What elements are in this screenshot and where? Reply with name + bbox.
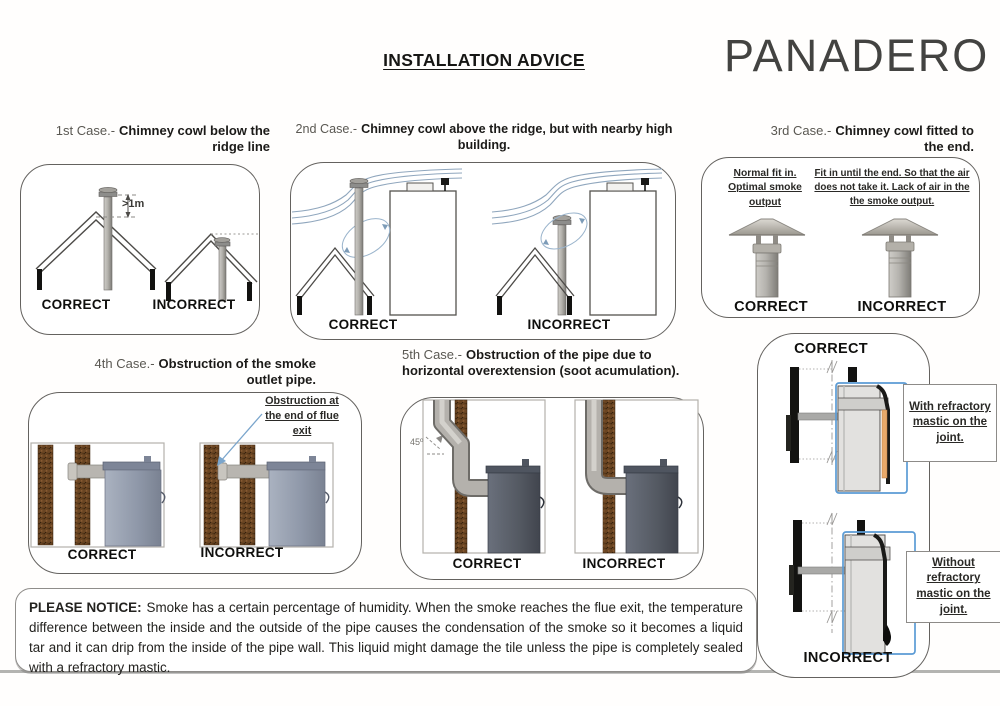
brand-logo: PANADERO <box>724 30 990 81</box>
case4-annotation: Obstruction at the end of flue exit <box>265 395 339 438</box>
joint-correct-drawing <box>786 360 907 493</box>
case2-correct-label: CORRECT <box>328 317 398 332</box>
case2-prefix: 2nd Case.- <box>295 122 358 136</box>
cowl-correct <box>729 219 805 297</box>
case5-diagram <box>400 397 702 578</box>
case5-correct-label: CORRECT <box>452 556 522 571</box>
case3-correct-note: Normal fit in. Optimal smoke output <box>728 168 802 208</box>
case2-incorrect-scene <box>492 169 662 315</box>
case5-title: 5th Case.- Obstruction of the pipe due to horizontal overextension (soot acumulation). <box>402 347 680 379</box>
case3-incorrect-note: Fit in until the end. So that the air does not take it. Lack of air in the the smoke output. <box>814 168 970 208</box>
case1-correct-label: CORRECT <box>41 297 111 312</box>
case1-title: 1st Case.- Chimney cowl below the ridge line <box>55 123 270 155</box>
case4-incorrect-label: INCORRECT <box>200 545 284 560</box>
case4-correct-label: CORRECT <box>67 547 137 562</box>
case3-incorrect-label: INCORRECT <box>857 299 947 315</box>
case2-diagram <box>290 162 674 338</box>
notice-text: PLEASE NOTICE: Smoke has a certain percentage of humidity. When the smoke reaches the flue exit, the temperature difference between the inside and the outside of the pipe causes the condensation of the smoke so it becomes a liquid tar and it can drip from the inside of the pipe wall. This liquid might damage the tile unless the pipe is completely sealed with a refractory mastic. <box>29 600 744 676</box>
case5-prefix: 5th Case.- <box>402 347 462 362</box>
case6-without-mastic-note-box: Without refractory mastic on the joint. <box>906 551 1000 623</box>
case3-prefix: 3rd Case.- <box>770 123 832 138</box>
case6-with-mastic-note-box: With refractory mastic on the joint. <box>903 384 997 462</box>
case6-incorrect-label: INCORRECT <box>803 650 893 666</box>
case1-incorrect-label: INCORRECT <box>152 297 236 312</box>
cowl-incorrect <box>862 219 938 297</box>
case3-title: 3rd Case.- Chimney cowl fitted to the end. <box>770 123 974 155</box>
case2-incorrect-label: INCORRECT <box>527 317 611 332</box>
case3-correct-label: CORRECT <box>734 299 808 315</box>
notice-label: PLEASE NOTICE: <box>29 600 142 615</box>
case1-prefix: 1st Case.- <box>55 123 116 138</box>
case5-incorrect-label: INCORRECT <box>582 556 666 571</box>
case4-title: 4th Case.- Obstruction of the smoke outlet pipe. <box>94 356 316 388</box>
joint-incorrect-drawing <box>789 513 915 654</box>
page-title: INSTALLATION ADVICE <box>383 50 585 70</box>
case4-prefix: 4th Case.- <box>94 356 155 371</box>
case2-title: 2nd Case.- Chimney cowl above the ridge, but with nearby high building. <box>295 122 673 152</box>
case6-correct-label: CORRECT <box>794 341 868 357</box>
case5-angle-note: 45º <box>410 437 424 447</box>
notice-box <box>15 588 757 676</box>
case2-correct-scene <box>292 169 462 315</box>
case1-height-note: >1m <box>122 198 145 210</box>
